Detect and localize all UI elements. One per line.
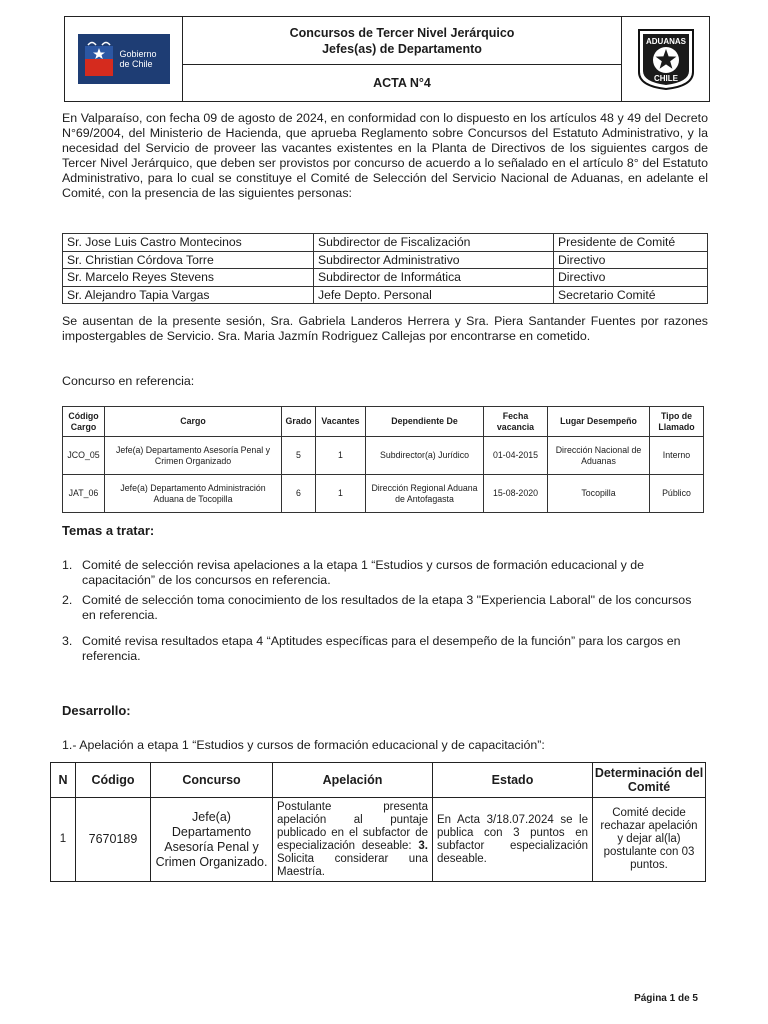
col-header: Vacantes (316, 407, 366, 437)
cell: Público (650, 475, 704, 513)
cell: 15-08-2020 (484, 475, 548, 513)
header-title (183, 17, 621, 65)
cell: 1 (316, 475, 366, 513)
table-header-row (51, 763, 706, 798)
topics-heading: Temas a tratar: (62, 523, 155, 538)
appeal-text-start: Postulante presenta apelación al puntaje publicado en el subfactor de especialización deseable: (277, 800, 428, 852)
development-heading: Desarrollo: (62, 703, 131, 718)
table-row (63, 475, 704, 513)
aduanas-chile-badge-icon (633, 26, 699, 92)
list-item (62, 593, 708, 623)
row-status: En Acta 3/18.07.2024 se le publica con 3 puntos en subfactor especialización deseable. (433, 798, 593, 882)
member-name: Sr. Marcelo Reyes Stevens (63, 269, 314, 287)
row-appeal (273, 798, 433, 882)
row-code: 7670189 (76, 798, 151, 882)
cell: Subdirector(a) Jurídico (366, 437, 484, 475)
member-name: Sr. Alejandro Tapia Vargas (63, 286, 314, 304)
col-header: Estado (433, 763, 593, 798)
member-position: Jefe Depto. Personal (314, 286, 554, 304)
col-header: Dependiente De (366, 407, 484, 437)
col-header: Apelación (273, 763, 433, 798)
item-number: 3. (62, 634, 73, 648)
row-determination: Comité decide rechazar apelación y dejar al(la) postulante con 03 puntos. (593, 798, 706, 882)
appeal-score: 3. (418, 839, 428, 852)
table-header-row (63, 407, 704, 437)
col-header: Concurso (151, 763, 273, 798)
cell: JCO_05 (63, 437, 105, 475)
member-role: Presidente de Comité (554, 234, 708, 252)
col-header: Tipo de Llamado (650, 407, 704, 437)
col-header: Código (76, 763, 151, 798)
aduanas-badge-cell (621, 17, 709, 101)
table-row (63, 286, 708, 304)
cell: Tocopilla (548, 475, 650, 513)
gobierno-de-chile-logo (78, 34, 170, 84)
appeal-intro: 1.- Apelación a etapa 1 “Estudios y cursos de formación educacional y de capacitación”: (62, 738, 545, 752)
member-role: Directivo (554, 251, 708, 269)
page-number: Página 1 de 5 (634, 993, 698, 1004)
cell: 01-04-2015 (484, 437, 548, 475)
title-line-2: Jefes(as) de Departamento (322, 41, 482, 56)
cell: Dirección Regional Aduana de Antofagasta (366, 475, 484, 513)
member-name: Sr. Jose Luis Castro Montecinos (63, 234, 314, 252)
table-row (63, 234, 708, 252)
col-header: Determinación del Comité (593, 763, 706, 798)
title-line-1: Concursos de Tercer Nivel Jerárquico (289, 25, 515, 40)
member-role: Directivo (554, 269, 708, 287)
list-item (62, 558, 708, 588)
col-header: Código Cargo (63, 407, 105, 437)
cell: Jefe(a) Departamento Administración Aduana de Tocopilla (105, 475, 282, 513)
member-role: Secretario Comité (554, 286, 708, 304)
item-number: 1. (62, 558, 73, 572)
gov-logo-line-1: Gobierno (119, 49, 157, 59)
contest-label: Concurso en referencia: (62, 374, 195, 388)
item-text: Comité revisa resultados etapa 4 “Aptitudes específicas para el desempeño de la función” para los cargos en referencia. (82, 634, 681, 663)
cell: Dirección Nacional de Aduanas (548, 437, 650, 475)
cell: JAT_06 (63, 475, 105, 513)
intro-paragraph: En Valparaíso, con fecha 09 de agosto de 2024, en conformidad con lo dispuesto en los artículos 48 y 49 del Decreto N°69/2004, del Ministerio de Hacienda, que aprueba Reglamento sobre Concursos del Estatuto Administrativo, y la necesidad del Servicio de proveer las vacantes existentes en la Planta de Directivos de los siguientes cargos de Tercer Nivel Jerárquico, que deben ser provistos por concurso de acuerdo a lo señalado en el artículo 8° del Estatuto Administrativo, para lo cual se constituye el Comité de Selección del Servicio Nacional de Aduanas, en adelante el Comité, con la presencia de las siguientes personas: (62, 111, 708, 200)
absence-paragraph: Se ausentan de la presente sesión, Sra. Gabriela Landeros Herrera y Sra. Piera Santander Fuentes por razones impostergables de Servicio. Sra. Maria Jazmín Rodriguez Callejas por encontrarse en cometido. (62, 314, 708, 343)
item-text: Comité de selección toma conocimiento de los resultados de la etapa 3 "Experiencia Laboral" de los concursos en referencia. (82, 593, 692, 622)
member-position: Subdirector Administrativo (314, 251, 554, 269)
table-row (63, 251, 708, 269)
table-row (51, 798, 706, 882)
col-header: Lugar Desempeño (548, 407, 650, 437)
acta-number: ACTA N°4 (373, 76, 431, 90)
document-header (64, 16, 710, 102)
row-contest: Jefe(a) Departamento Asesoría Penal y Crimen Organizado. (151, 798, 273, 882)
table-row (63, 269, 708, 287)
badge-bottom-text: CHILE (653, 74, 678, 83)
item-number: 2. (62, 593, 73, 607)
col-header: N (51, 763, 76, 798)
member-position: Subdirector de Informática (314, 269, 554, 287)
gov-logo-cell (65, 17, 183, 101)
appeal-text-end: Solicita considerar una Maestría. (277, 852, 428, 878)
col-header: Fecha vacancia (484, 407, 548, 437)
member-position: Subdirector de Fiscalización (314, 234, 554, 252)
cell: 6 (282, 475, 316, 513)
cell: 1 (316, 437, 366, 475)
header-center (183, 17, 621, 101)
item-text: Comité de selección revisa apelaciones a la etapa 1 “Estudios y cursos de formación educacional y de capacitación” de los concursos en referencia. (82, 558, 645, 587)
gov-logo-line-2: de Chile (119, 59, 153, 69)
cell: Jefe(a) Departamento Asesoría Penal y Crimen Organizado (105, 437, 282, 475)
cell: 5 (282, 437, 316, 475)
table-row (63, 437, 704, 475)
chile-coat-of-arms-icon (82, 40, 116, 78)
committee-table (62, 233, 708, 304)
cell: Interno (650, 437, 704, 475)
col-header: Cargo (105, 407, 282, 437)
row-number: 1 (51, 798, 76, 882)
badge-top-text: ADUANAS (645, 37, 686, 46)
list-item (62, 634, 708, 664)
col-header: Grado (282, 407, 316, 437)
contest-table (62, 406, 704, 513)
appeal-table (50, 762, 706, 882)
member-name: Sr. Christian Córdova Torre (63, 251, 314, 269)
